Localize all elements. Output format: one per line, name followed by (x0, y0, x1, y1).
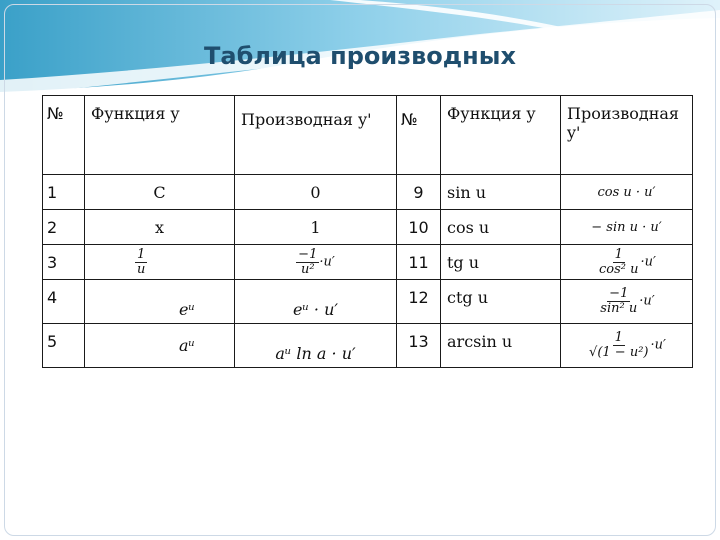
derivative-cell (561, 324, 693, 368)
table-row (43, 210, 693, 245)
fraction (296, 248, 319, 276)
header-derivative-2: Производная y' (561, 96, 693, 175)
function-cell: cos u (441, 210, 561, 245)
row-number: 3 (43, 245, 85, 280)
header-function-2: Функция y (441, 96, 561, 175)
derivative-tail: ·u′ (319, 254, 335, 270)
function-cell: x (85, 210, 235, 245)
function-cell: aᵘ (85, 324, 235, 368)
denominator: u (137, 261, 146, 277)
table-row (43, 280, 693, 324)
derivative-cell: 0 (235, 175, 397, 210)
derivative-cell (235, 245, 397, 280)
table-row (43, 245, 693, 280)
function-cell: tg u (441, 245, 561, 280)
table-row (43, 324, 693, 368)
function-cell: C (85, 175, 235, 210)
header-derivative-1: Производная y' (235, 96, 397, 175)
fraction (135, 248, 147, 276)
derivative-cell: eᵘ · u′ (235, 280, 397, 324)
row-number: 1 (43, 175, 85, 210)
derivatives-table (42, 95, 693, 368)
function-cell (85, 245, 235, 280)
derivative-tail: ·u′ (639, 294, 655, 309)
row-number: 9 (397, 175, 441, 210)
fraction (587, 331, 650, 359)
row-number: 5 (43, 324, 85, 368)
derivative-cell (561, 245, 693, 280)
derivative-cell: − sin u · u′ (561, 210, 693, 245)
derivative-tail: ·u′ (650, 338, 666, 353)
fraction (598, 287, 639, 315)
numerator: 1 (137, 246, 146, 262)
denominator: cos² u (599, 261, 639, 277)
fraction (597, 248, 641, 276)
derivative-cell: 1 (235, 210, 397, 245)
header-num-2: № (397, 96, 441, 175)
derivative-cell: aᵘ ln a · u′ (235, 324, 397, 368)
numerator: 1 (614, 246, 623, 262)
derivative-cell (561, 280, 693, 324)
denominator: sin² u (600, 301, 638, 316)
denominator: u² (300, 261, 315, 277)
row-number: 13 (397, 324, 441, 368)
function-cell: eᵘ (85, 280, 235, 324)
derivative-tail: ·u′ (640, 254, 656, 270)
row-number: 4 (43, 280, 85, 324)
page-title: Таблица производных (204, 42, 516, 70)
numerator: 1 (614, 330, 623, 346)
denominator: √(1 − u²) (589, 345, 649, 360)
function-cell: arcsin u (441, 324, 561, 368)
row-number: 11 (397, 245, 441, 280)
function-cell: ctg u (441, 280, 561, 324)
header-num-1: № (43, 96, 85, 175)
header-function-1: Функция y (85, 96, 235, 175)
row-number: 10 (397, 210, 441, 245)
row-number: 2 (43, 210, 85, 245)
numerator: −1 (298, 246, 318, 262)
row-number: 12 (397, 280, 441, 324)
table-row (43, 175, 693, 210)
function-cell: sin u (441, 175, 561, 210)
numerator: −1 (609, 286, 629, 302)
derivative-cell: cos u · u′ (561, 175, 693, 210)
table-header-row (43, 96, 693, 175)
